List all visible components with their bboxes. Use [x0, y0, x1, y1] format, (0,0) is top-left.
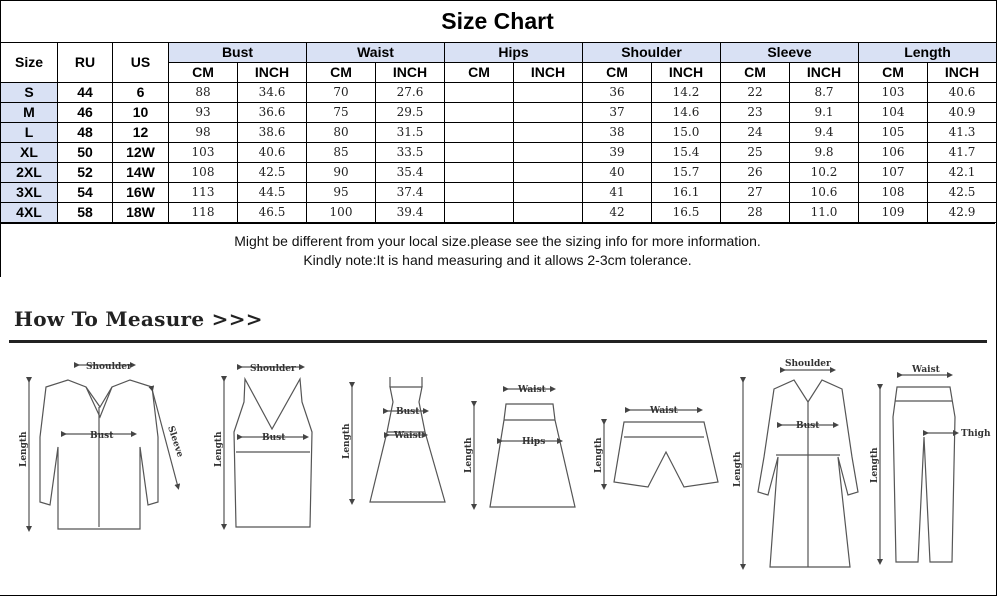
measurement-cell: 44.5 [238, 183, 307, 203]
header-unit-cm: CM [721, 63, 790, 83]
measurement-cell: 42.9 [928, 203, 997, 223]
measurement-cell: 107 [859, 163, 928, 183]
measurement-cell: 41.3 [928, 123, 997, 143]
measurement-cell: 40 [583, 163, 652, 183]
sizing-note [0, 223, 995, 278]
pants-diagram [880, 375, 956, 562]
measurement-cell: 41 [583, 183, 652, 203]
measurement-cell [445, 123, 514, 143]
measurement-cell: 88 [169, 83, 238, 103]
label-length-skirt: Length [464, 437, 474, 473]
header-hips: Hips [445, 43, 583, 63]
measurement-cell: 42.5 [928, 183, 997, 203]
measurement-cell: 70 [307, 83, 376, 103]
label-length-shorts: Length [594, 437, 604, 473]
size-cell: 4XL [1, 203, 58, 223]
how-to-measure-title: How To Measure >>> [14, 307, 263, 331]
table-row [1, 103, 997, 123]
label-waist-skirt: Waist [518, 385, 546, 395]
measurement-cell [445, 183, 514, 203]
measurement-cell: 15.4 [652, 143, 721, 163]
measurement-cell [445, 203, 514, 223]
measurement-cell: 16.5 [652, 203, 721, 223]
measurement-cell [445, 83, 514, 103]
header-shoulder: Shoulder [583, 43, 721, 63]
measurement-cell: 108 [169, 163, 238, 183]
label-length-dress: Length [342, 423, 352, 459]
measurement-cell: 93 [169, 103, 238, 123]
measurement-cell: 38.6 [238, 123, 307, 143]
size-cell: 2XL [1, 163, 58, 183]
us-cell: 12 [113, 123, 169, 143]
header-unit-inch: INCH [238, 63, 307, 83]
measurement-cell: 25 [721, 143, 790, 163]
measurement-cell: 104 [859, 103, 928, 123]
measurement-cell [445, 163, 514, 183]
label-bust: Bust [90, 431, 114, 441]
size-cell: M [1, 103, 58, 123]
measurement-cell [514, 83, 583, 103]
table-row [1, 183, 997, 203]
ru-cell: 50 [58, 143, 113, 163]
label-shoulder-top: Shoulder [250, 364, 296, 374]
measurement-cell: 14.6 [652, 103, 721, 123]
measurement-cell: 118 [169, 203, 238, 223]
measurement-cell [445, 143, 514, 163]
note-line-1: Might be different from your local size.please see the sizing info for more information. [234, 233, 761, 249]
measurement-cell: 15.0 [652, 123, 721, 143]
label-bust-coat: Bust [796, 421, 820, 431]
measurement-cell: 75 [307, 103, 376, 123]
label-shoulder: Shoulder [86, 362, 132, 372]
label-waist-pants: Waist [912, 365, 940, 375]
label-bust-dress: Bust [396, 407, 420, 417]
measurement-cell: 11.0 [790, 203, 859, 223]
measurement-cell: 46.5 [238, 203, 307, 223]
measurement-cell: 39 [583, 143, 652, 163]
ru-cell: 44 [58, 83, 113, 103]
measurement-cell: 15.7 [652, 163, 721, 183]
page-title: Size Chart [0, 0, 995, 43]
ru-cell: 58 [58, 203, 113, 223]
size-cell: XL [1, 143, 58, 163]
measurement-cell: 8.7 [790, 83, 859, 103]
measurement-cell: 27 [721, 183, 790, 203]
skirt-diagram [474, 389, 575, 507]
measurement-cell: 37 [583, 103, 652, 123]
size-table [0, 42, 997, 223]
measurement-diagrams [0, 277, 995, 595]
header-unit-cm: CM [445, 63, 514, 83]
header-bust: Bust [169, 43, 307, 63]
measurement-cell: 26 [721, 163, 790, 183]
header-unit-inch: INCH [514, 63, 583, 83]
measurement-cell: 109 [859, 203, 928, 223]
measurement-cell [514, 123, 583, 143]
measurement-cell: 85 [307, 143, 376, 163]
label-hips-skirt: Hips [522, 437, 546, 447]
measurement-cell: 42 [583, 203, 652, 223]
label-waist-dress: Waist [394, 431, 422, 441]
measurement-cell: 9.4 [790, 123, 859, 143]
header-unit-inch: INCH [790, 63, 859, 83]
measurement-cell: 28 [721, 203, 790, 223]
measurement-cell: 105 [859, 123, 928, 143]
measurement-cell: 106 [859, 143, 928, 163]
us-cell: 18W [113, 203, 169, 223]
header-us: US [113, 43, 169, 83]
header-waist: Waist [307, 43, 445, 63]
measurement-cell: 103 [169, 143, 238, 163]
measurement-cell: 103 [859, 83, 928, 103]
header-ru: RU [58, 43, 113, 83]
table-row [1, 203, 997, 223]
label-shoulder-coat: Shoulder [785, 359, 831, 369]
note-line-2: Kindly note:It is hand measuring and it allows 2-3cm tolerance. [303, 252, 692, 268]
measurement-cell: 42.5 [238, 163, 307, 183]
label-length-top: Length [214, 431, 224, 467]
measurement-cell [445, 103, 514, 123]
us-cell: 16W [113, 183, 169, 203]
label-length-coat: Length [733, 451, 743, 487]
measurement-cell [514, 103, 583, 123]
measurement-cell: 10.2 [790, 163, 859, 183]
table-row [1, 143, 997, 163]
measurement-cell [514, 183, 583, 203]
header-unit-cm: CM [583, 63, 652, 83]
shorts-diagram [604, 410, 718, 487]
ru-cell: 46 [58, 103, 113, 123]
header-unit-cm: CM [859, 63, 928, 83]
measurement-cell: 10.6 [790, 183, 859, 203]
header-unit-inch: INCH [928, 63, 997, 83]
measurement-cell: 27.6 [376, 83, 445, 103]
measurement-cell: 36.6 [238, 103, 307, 123]
measurement-cell: 9.8 [790, 143, 859, 163]
measurement-cell: 80 [307, 123, 376, 143]
header-sleeve: Sleeve [721, 43, 859, 63]
measurement-cell: 108 [859, 183, 928, 203]
measurement-cell [514, 203, 583, 223]
header-unit-cm: CM [169, 63, 238, 83]
measurement-cell: 24 [721, 123, 790, 143]
measurement-cell: 9.1 [790, 103, 859, 123]
label-sleeve: Sleeve [165, 424, 185, 459]
measurement-cell: 41.7 [928, 143, 997, 163]
measurement-cell: 98 [169, 123, 238, 143]
table-row [1, 83, 997, 103]
header-unit-inch: INCH [652, 63, 721, 83]
us-cell: 10 [113, 103, 169, 123]
measurement-cell: 40.6 [238, 143, 307, 163]
header-unit-inch: INCH [376, 63, 445, 83]
measurement-cell: 34.6 [238, 83, 307, 103]
label-waist-shorts: Waist [650, 406, 678, 416]
how-to-measure-section [0, 277, 995, 595]
measurement-cell: 40.6 [928, 83, 997, 103]
label-length-pants: Length [870, 447, 880, 483]
measurement-cell: 100 [307, 203, 376, 223]
size-cell: 3XL [1, 183, 58, 203]
measurement-cell: 90 [307, 163, 376, 183]
header-size: Size [1, 43, 58, 83]
measurement-cell: 35.4 [376, 163, 445, 183]
measurement-cell: 38 [583, 123, 652, 143]
us-cell: 12W [113, 143, 169, 163]
tank-top-diagram [224, 367, 312, 527]
header-length: Length [859, 43, 997, 63]
label-bust-top: Bust [262, 433, 286, 443]
ru-cell: 54 [58, 183, 113, 203]
measurement-cell: 14.2 [652, 83, 721, 103]
shirt-diagram [29, 365, 178, 529]
size-cell: L [1, 123, 58, 143]
us-cell: 14W [113, 163, 169, 183]
ru-cell: 48 [58, 123, 113, 143]
measurement-cell: 33.5 [376, 143, 445, 163]
measurement-cell: 22 [721, 83, 790, 103]
measurement-cell [514, 163, 583, 183]
measurement-cell: 31.5 [376, 123, 445, 143]
header-unit-cm: CM [307, 63, 376, 83]
measurement-cell: 95 [307, 183, 376, 203]
measurement-cell: 113 [169, 183, 238, 203]
measurement-cell: 16.1 [652, 183, 721, 203]
label-length: Length [19, 431, 29, 467]
coat-diagram [743, 370, 858, 567]
measurement-cell: 23 [721, 103, 790, 123]
measurement-cell: 42.1 [928, 163, 997, 183]
measurement-cell: 40.9 [928, 103, 997, 123]
measurement-cell: 39.4 [376, 203, 445, 223]
diagram-labels [19, 359, 991, 487]
table-row [1, 163, 997, 183]
measurement-cell [514, 143, 583, 163]
measurement-cell: 36 [583, 83, 652, 103]
measurement-cell: 37.4 [376, 183, 445, 203]
size-cell: S [1, 83, 58, 103]
label-thigh-pants: Thigh [961, 429, 991, 439]
ru-cell: 52 [58, 163, 113, 183]
table-row [1, 123, 997, 143]
measurement-cell: 29.5 [376, 103, 445, 123]
us-cell: 6 [113, 83, 169, 103]
